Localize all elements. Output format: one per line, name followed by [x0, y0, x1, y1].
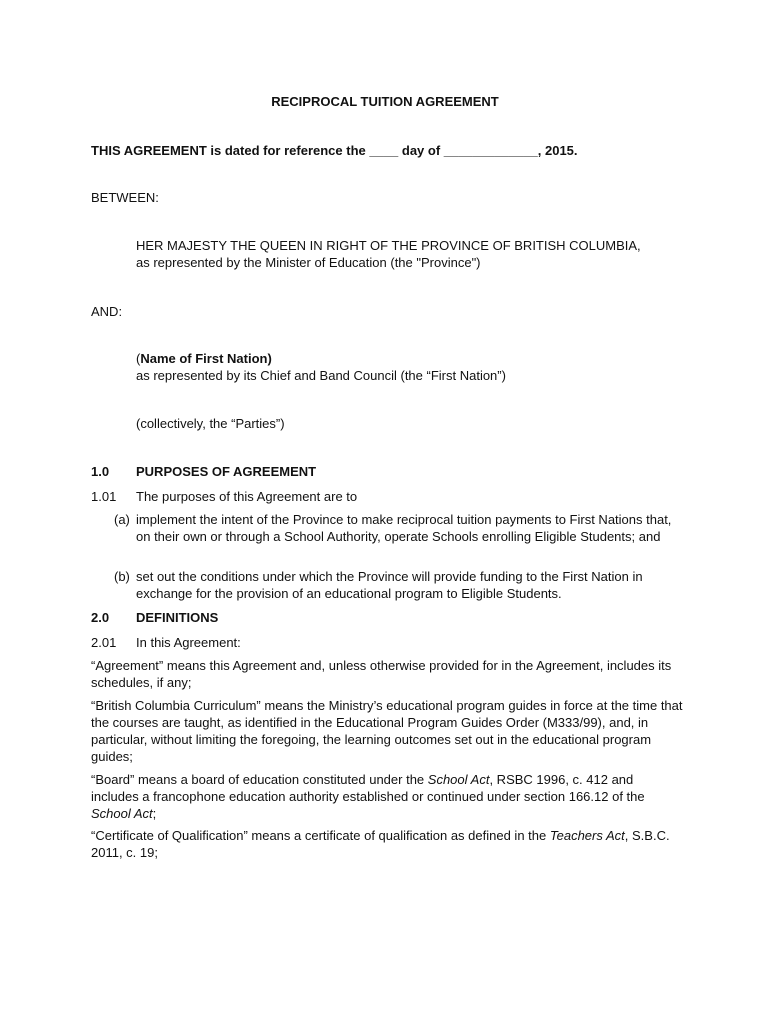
- section-1-number: 1.0: [91, 464, 110, 479]
- first-nation-line-2: as represented by its Chief and Band Council (the “First Nation”): [136, 368, 506, 383]
- definition-board-text-1: “Board” means a board of education constituted under the: [91, 772, 428, 787]
- definition-certificate: [91, 827, 683, 861]
- document-title: RECIPROCAL TUITION AGREEMENT: [271, 94, 499, 109]
- first-nation-open-paren: (: [136, 351, 141, 366]
- definition-board-act-2: School Act: [91, 806, 153, 821]
- definition-board-act: School Act: [427, 772, 490, 787]
- clause-1-01-text: The purposes of this Agreement are to: [136, 489, 358, 504]
- definition-certificate-text-2: , S.B.C. 2011, c. 19;: [91, 828, 670, 860]
- and-label: AND:: [91, 304, 123, 319]
- section-1-heading: PURPOSES OF AGREEMENT: [136, 464, 317, 479]
- definition-certificate-text-1: “Certificate of Qualification” means a certificate of qualification as defined in the: [91, 828, 550, 843]
- definition-agreement: “Agreement” means this Agreement and, unless otherwise provided for in the Agreement, includes its schedules, if any;: [91, 658, 672, 690]
- between-label: BETWEEN:: [91, 190, 159, 205]
- province-line-2: as represented by the Minister of Education (the "Province"): [136, 255, 481, 270]
- item-a-label: (a): [114, 512, 130, 527]
- first-nation-name-line: [136, 350, 272, 367]
- definition-bc-curriculum: “British Columbia Curriculum” means the Ministry’s educational program guides in force at the time that the courses are taught, as identified in the Educational Program Guides Order (M333/99), and, in particular, without limiting the foregoing, the learning outcomes set out in the educational program guides;: [91, 698, 683, 764]
- definition-board-text-2: , RSBC 1996, c. 412 and includes a francophone education authority established or continued under section 166.12 of the: [91, 772, 645, 804]
- item-b-text: set out the conditions under which the Province will provide funding to the First Nation in exchange for the provision of an educational program to Eligible Students.: [136, 569, 643, 601]
- province-line-1: HER MAJESTY THE QUEEN IN RIGHT OF THE PROVINCE OF BRITISH COLUMBIA,: [136, 238, 641, 253]
- definition-board-text-3: ;: [152, 806, 157, 821]
- section-2-heading: DEFINITIONS: [136, 610, 219, 625]
- clause-2-01-number: 2.01: [91, 635, 117, 650]
- collectively-line: (collectively, the “Parties”): [136, 416, 285, 431]
- section-2-number: 2.0: [91, 610, 110, 625]
- item-a-text: implement the intent of the Province to make reciprocal tuition payments to First Nations that, on their own or through a School Authority, operate Schools enrolling Eligible Students; and: [136, 512, 672, 544]
- first-nation-name: Name of First Nation): [140, 351, 272, 366]
- definition-certificate-act: Teachers Act: [549, 828, 625, 843]
- clause-2-01-text: In this Agreement:: [136, 635, 241, 650]
- item-b-label: (b): [114, 569, 130, 584]
- definition-board: [91, 771, 683, 822]
- clause-1-01-number: 1.01: [91, 489, 117, 504]
- dated-line: THIS AGREEMENT is dated for reference the ____ day of _____________, 2015.: [91, 143, 578, 158]
